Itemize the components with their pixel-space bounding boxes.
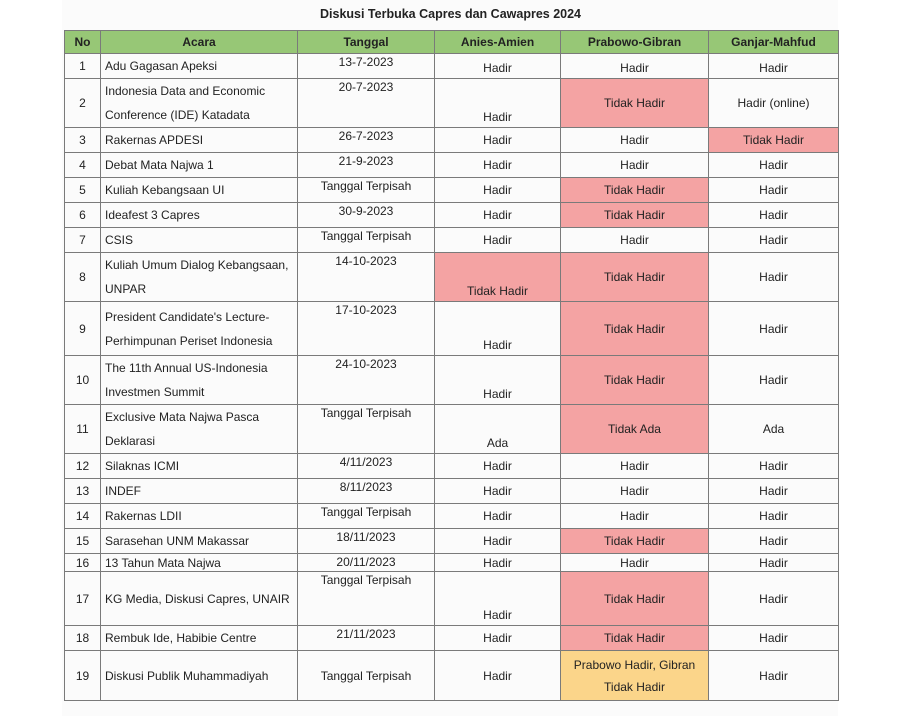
cell-ganjar: Hadir <box>709 54 839 79</box>
table-row <box>65 626 839 651</box>
table-row <box>65 479 839 504</box>
cell-ganjar: Hadir <box>709 626 839 651</box>
table-row <box>65 651 839 701</box>
table-row <box>65 128 839 153</box>
table-row <box>65 356 839 405</box>
cell-no: 17 <box>65 572 101 626</box>
cell-acara: Silaknas ICMI <box>101 454 298 479</box>
cell-no: 1 <box>65 54 101 79</box>
cell-anies: Hadir <box>435 479 561 504</box>
cell-no: 4 <box>65 153 101 178</box>
cell-no: 18 <box>65 626 101 651</box>
cell-anies: Hadir <box>435 203 561 228</box>
cell-anies: Hadir <box>435 178 561 203</box>
cell-no: 11 <box>65 405 101 454</box>
attendance-table <box>64 30 839 701</box>
cell-prabowo: Tidak Hadir <box>561 79 709 128</box>
table-row <box>65 504 839 529</box>
cell-tanggal: Tanggal Terpisah <box>298 572 435 626</box>
cell-no: 5 <box>65 178 101 203</box>
cell-acara: The 11th Annual US-Indonesia Investmen Summit <box>101 356 298 405</box>
cell-anies: Hadir <box>435 651 561 701</box>
cell-no: 13 <box>65 479 101 504</box>
cell-prabowo: Hadir <box>561 504 709 529</box>
page-margin-right <box>838 0 900 716</box>
cell-anies: Hadir <box>435 153 561 178</box>
cell-acara: Kuliah Kebangsaan UI <box>101 178 298 203</box>
table-row <box>65 405 839 454</box>
header-anies: Anies-Amien <box>435 31 561 54</box>
table-row <box>65 554 839 572</box>
cell-ganjar: Hadir (online) <box>709 79 839 128</box>
cell-no: 7 <box>65 228 101 253</box>
cell-prabowo: Prabowo Hadir, Gibran Tidak Hadir <box>561 651 709 701</box>
table-row <box>65 153 839 178</box>
cell-ganjar: Hadir <box>709 454 839 479</box>
cell-ganjar: Hadir <box>709 153 839 178</box>
cell-prabowo: Tidak Hadir <box>561 178 709 203</box>
cell-ganjar: Hadir <box>709 554 839 572</box>
cell-ganjar: Hadir <box>709 228 839 253</box>
cell-prabowo: Tidak Hadir <box>561 626 709 651</box>
cell-anies: Hadir <box>435 504 561 529</box>
cell-acara: Sarasehan UNM Makassar <box>101 529 298 554</box>
cell-acara: Ideafest 3 Capres <box>101 203 298 228</box>
cell-acara: Rakernas APDESI <box>101 128 298 153</box>
cell-anies: Hadir <box>435 228 561 253</box>
cell-acara: 13 Tahun Mata Najwa <box>101 554 298 572</box>
table-row <box>65 54 839 79</box>
cell-acara: President Candidate's Lecture- Perhimpunan Periset Indonesia <box>101 302 298 356</box>
cell-acara: KG Media, Diskusi Capres, UNAIR <box>101 572 298 626</box>
cell-ganjar: Hadir <box>709 479 839 504</box>
cell-prabowo: Hadir <box>561 479 709 504</box>
cell-tanggal: Tanggal Terpisah <box>298 405 435 454</box>
cell-ganjar: Ada <box>709 405 839 454</box>
cell-tanggal: 18/11/2023 <box>298 529 435 554</box>
cell-anies: Ada <box>435 405 561 454</box>
cell-acara: Debat Mata Najwa 1 <box>101 153 298 178</box>
cell-anies: Hadir <box>435 554 561 572</box>
cell-acara: INDEF <box>101 479 298 504</box>
cell-ganjar: Hadir <box>709 504 839 529</box>
table-row <box>65 572 839 626</box>
cell-anies: Hadir <box>435 572 561 626</box>
cell-tanggal: 17-10-2023 <box>298 302 435 356</box>
cell-ganjar: Hadir <box>709 651 839 701</box>
cell-ganjar: Hadir <box>709 529 839 554</box>
table-row <box>65 454 839 479</box>
cell-anies: Hadir <box>435 626 561 651</box>
cell-tanggal: 21/11/2023 <box>298 626 435 651</box>
cell-ganjar: Hadir <box>709 253 839 302</box>
cell-anies: Hadir <box>435 302 561 356</box>
cell-ganjar: Tidak Hadir <box>709 128 839 153</box>
cell-tanggal: 8/11/2023 <box>298 479 435 504</box>
cell-no: 6 <box>65 203 101 228</box>
cell-no: 15 <box>65 529 101 554</box>
cell-acara: Rakernas LDII <box>101 504 298 529</box>
cell-prabowo: Tidak Hadir <box>561 253 709 302</box>
cell-anies: Hadir <box>435 54 561 79</box>
cell-no: 3 <box>65 128 101 153</box>
header-prabowo: Prabowo-Gibran <box>561 31 709 54</box>
cell-ganjar: Hadir <box>709 203 839 228</box>
table-row <box>65 253 839 302</box>
cell-prabowo: Hadir <box>561 54 709 79</box>
cell-no: 14 <box>65 504 101 529</box>
table-row <box>65 203 839 228</box>
cell-tanggal: 21-9-2023 <box>298 153 435 178</box>
table-row <box>65 228 839 253</box>
cell-tanggal: Tanggal Terpisah <box>298 651 435 701</box>
cell-no: 8 <box>65 253 101 302</box>
cell-prabowo: Hadir <box>561 128 709 153</box>
cell-prabowo: Hadir <box>561 153 709 178</box>
table-row <box>65 529 839 554</box>
cell-tanggal: 30-9-2023 <box>298 203 435 228</box>
cell-no: 12 <box>65 454 101 479</box>
cell-tanggal: 24-10-2023 <box>298 356 435 405</box>
header-no: No <box>65 31 101 54</box>
cell-acara: Exclusive Mata Najwa Pasca Deklarasi <box>101 405 298 454</box>
cell-anies: Hadir <box>435 529 561 554</box>
cell-acara: CSIS <box>101 228 298 253</box>
table-row <box>65 79 839 128</box>
cell-ganjar: Hadir <box>709 356 839 405</box>
cell-acara: Rembuk Ide, Habibie Centre <box>101 626 298 651</box>
cell-anies: Hadir <box>435 128 561 153</box>
cell-prabowo: Tidak Hadir <box>561 572 709 626</box>
cell-tanggal: 4/11/2023 <box>298 454 435 479</box>
cell-prabowo: Tidak Hadir <box>561 203 709 228</box>
cell-tanggal: 26-7-2023 <box>298 128 435 153</box>
cell-anies: Hadir <box>435 454 561 479</box>
cell-no: 2 <box>65 79 101 128</box>
table-row <box>65 178 839 203</box>
header-row <box>65 31 839 54</box>
cell-tanggal: Tanggal Terpisah <box>298 178 435 203</box>
page-margin-left <box>0 0 62 716</box>
cell-tanggal: 13-7-2023 <box>298 54 435 79</box>
cell-acara: Indonesia Data and Economic Conference (IDE) Katadata <box>101 79 298 128</box>
header-ganjar: Ganjar-Mahfud <box>709 31 839 54</box>
cell-prabowo: Tidak Hadir <box>561 302 709 356</box>
cell-tanggal: 20/11/2023 <box>298 554 435 572</box>
cell-anies: Hadir <box>435 79 561 128</box>
cell-ganjar: Hadir <box>709 572 839 626</box>
cell-tanggal: 14-10-2023 <box>298 253 435 302</box>
cell-no: 9 <box>65 302 101 356</box>
header-acara: Acara <box>101 31 298 54</box>
cell-ganjar: Hadir <box>709 302 839 356</box>
cell-no: 19 <box>65 651 101 701</box>
cell-tanggal: 20-7-2023 <box>298 79 435 128</box>
cell-acara: Diskusi Publik Muhammadiyah <box>101 651 298 701</box>
cell-no: 10 <box>65 356 101 405</box>
cell-prabowo: Tidak Hadir <box>561 529 709 554</box>
cell-tanggal: Tanggal Terpisah <box>298 228 435 253</box>
cell-prabowo: Tidak Ada <box>561 405 709 454</box>
header-tanggal: Tanggal <box>298 31 435 54</box>
cell-tanggal: Tanggal Terpisah <box>298 504 435 529</box>
table-title: Diskusi Terbuka Capres dan Cawapres 2024 <box>320 7 581 21</box>
cell-acara: Kuliah Umum Dialog Kebangsaan, UNPAR <box>101 253 298 302</box>
cell-acara: Adu Gagasan Apeksi <box>101 54 298 79</box>
cell-ganjar: Hadir <box>709 178 839 203</box>
cell-prabowo: Hadir <box>561 454 709 479</box>
cell-anies: Tidak Hadir <box>435 253 561 302</box>
cell-prabowo: Hadir <box>561 554 709 572</box>
cell-no: 16 <box>65 554 101 572</box>
cell-anies: Hadir <box>435 356 561 405</box>
cell-prabowo: Tidak Hadir <box>561 356 709 405</box>
table-row <box>65 302 839 356</box>
cell-prabowo: Hadir <box>561 228 709 253</box>
